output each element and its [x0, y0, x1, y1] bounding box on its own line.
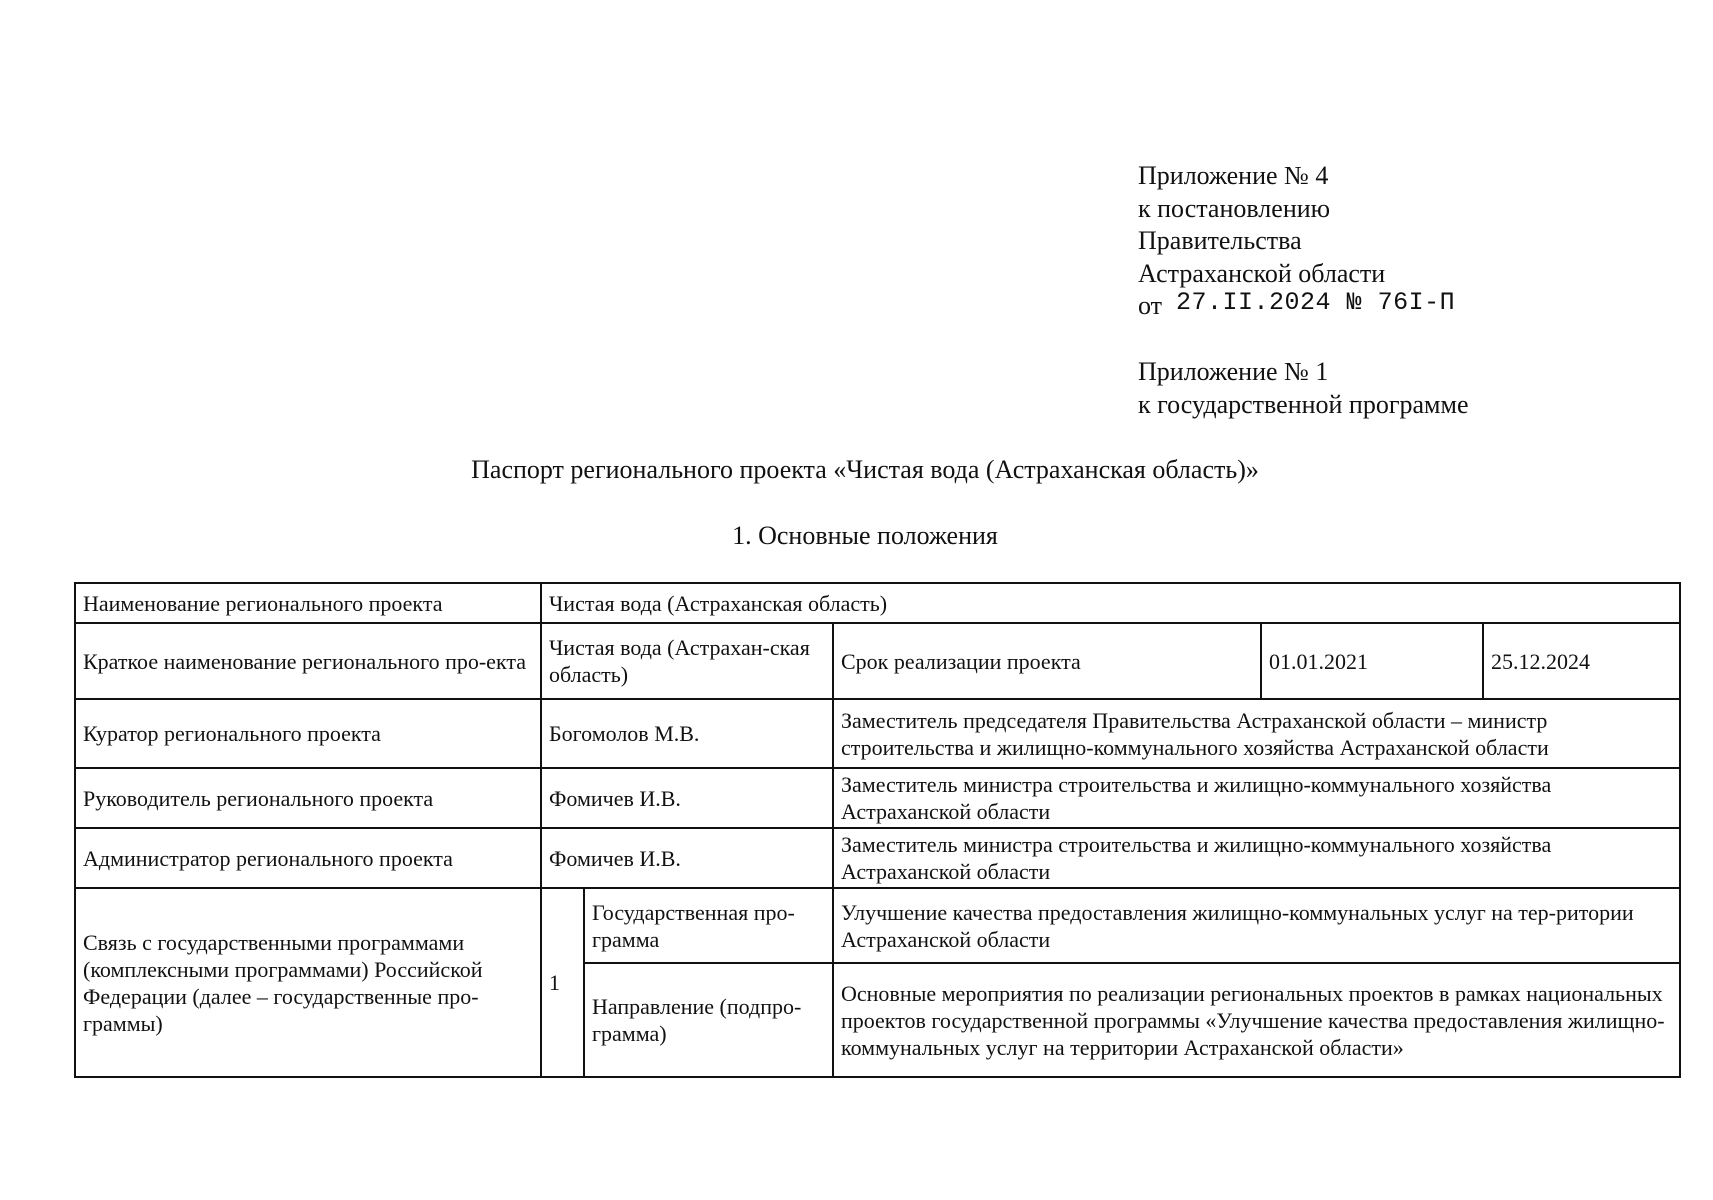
curator-label: Куратор регионального проекта — [75, 699, 541, 768]
short-name-label: Краткое наименование регионального про-екта — [75, 623, 541, 699]
date-prefix: от — [1138, 291, 1163, 320]
admin-label: Администратор регионального проекта — [75, 828, 541, 888]
head-name: Фомичев И.В. — [541, 768, 833, 828]
section-title: 1. Основные положения — [732, 521, 998, 550]
table-row — [75, 623, 1680, 699]
project-name-value: Чистая вода (Астраханская область) — [541, 583, 1680, 623]
program-link-label: Связь с государственными программами (комплексными программами) Российской Федерации (далее – государственные про-граммы) — [75, 888, 541, 1077]
term-start-date: 01.01.2021 — [1261, 623, 1483, 699]
program-link-number: 1 — [541, 888, 584, 1077]
resolution-date-line — [1138, 290, 1455, 325]
appendix-line: к постановлению — [1138, 193, 1331, 223]
project-passport-table — [74, 582, 1681, 1078]
admin-name: Фомичев И.В. — [541, 828, 833, 888]
appendix-line: к государственной программе — [1138, 389, 1469, 419]
appendix-line: Приложение № 4 — [1138, 161, 1329, 190]
date-number-stamp: 27.II.2024 № 76I-П — [1176, 288, 1456, 317]
document-title: Паспорт регионального проекта «Чистая вода (Астраханская область)» — [471, 455, 1259, 484]
project-name-label: Наименование регионального проекта — [75, 583, 541, 623]
appendix-line: Правительства — [1138, 226, 1302, 255]
short-name-value: Чистая вода (Астрахан-ская область) — [541, 623, 833, 699]
term-end-date: 25.12.2024 — [1483, 623, 1680, 699]
appendix-1-block — [1138, 356, 1469, 421]
table-row — [75, 699, 1680, 768]
direction-label: Направление (подпро-грамма) — [584, 963, 833, 1077]
appendix-line: Астраханской области — [1138, 258, 1386, 288]
admin-position: Заместитель министра строительства и жилищно-коммунального хозяйства Астраханской области — [833, 828, 1680, 888]
head-label: Руководитель регионального проекта — [75, 768, 541, 828]
table-row — [75, 828, 1680, 888]
appendix-4-block — [1138, 160, 1455, 325]
head-position: Заместитель министра строительства и жилищно-коммунального хозяйства Астраханской области — [833, 768, 1680, 828]
table-row — [75, 888, 1680, 963]
direction-value: Основные мероприятия по реализации региональных проектов в рамках национальных проектов государственной программы «Улучшение качества предоставления жилищно-коммунальных услуг на территории Астраханской области» — [833, 963, 1680, 1077]
table-row — [75, 583, 1680, 623]
gov-program-label: Государственная про-грамма — [584, 888, 833, 963]
table-row — [75, 768, 1680, 828]
gov-program-value: Улучшение качества предоставления жилищно-коммунальных услуг на тер-ритории Астраханской области — [833, 888, 1680, 963]
curator-position: Заместитель председателя Правительства Астраханской области – министр строительства и жилищно-коммунального хозяйства Астраханской области — [833, 699, 1680, 768]
curator-name: Богомолов М.В. — [541, 699, 833, 768]
appendix-line: Приложение № 1 — [1138, 357, 1329, 386]
term-label: Срок реализации проекта — [833, 623, 1261, 699]
